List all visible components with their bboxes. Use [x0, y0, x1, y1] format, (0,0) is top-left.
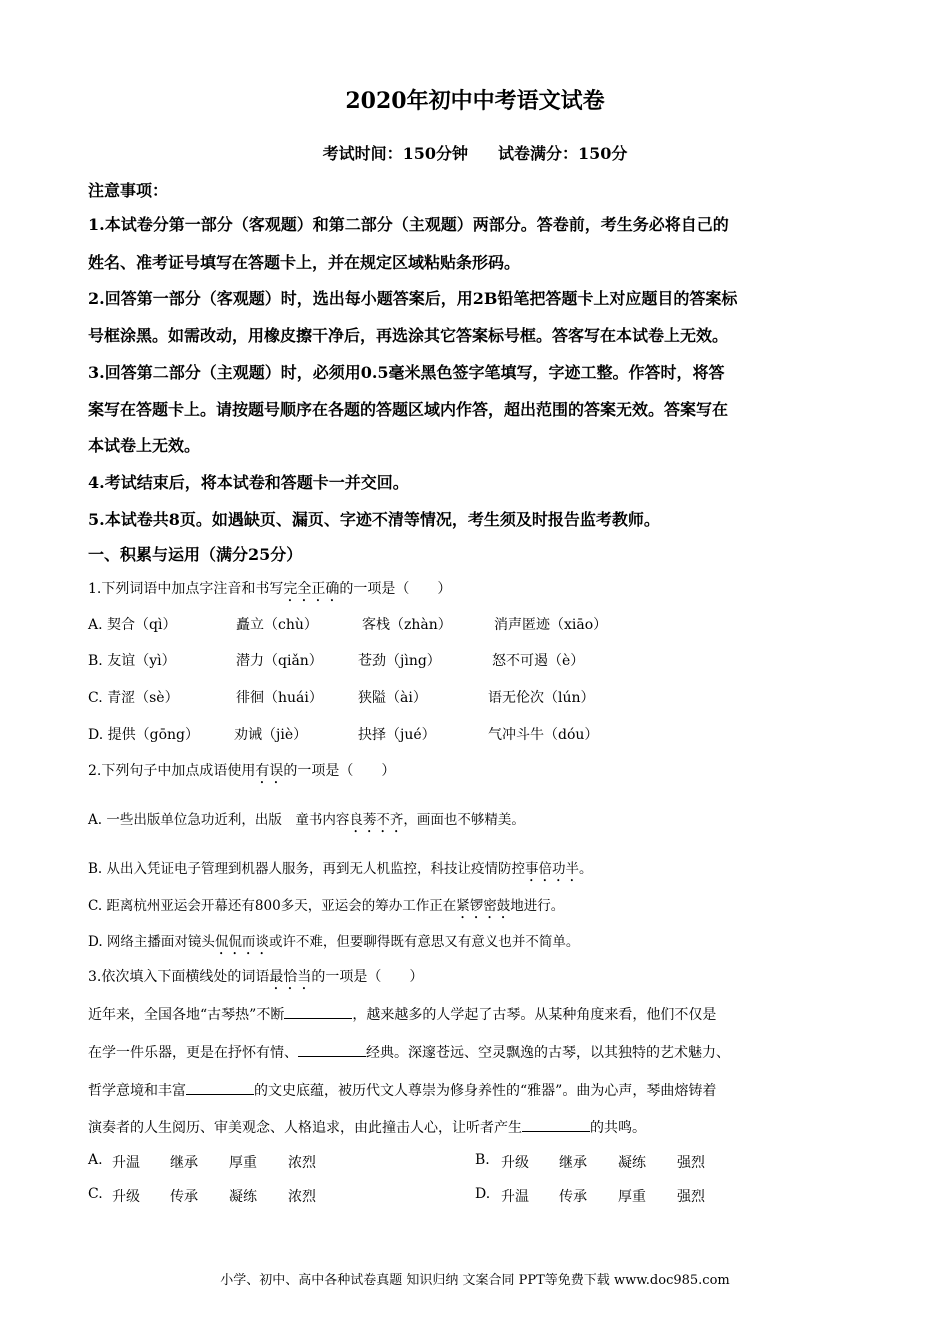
option-label: A.	[88, 1152, 103, 1168]
question-1-row-d	[88, 724, 688, 744]
full-score: 试卷满分：150分	[498, 144, 628, 163]
notice-line: 案写在答题卡上。请按题号顺序在各题的答题区域内作答，超出范围的答案无效。答案写在	[88, 400, 729, 419]
option-text: 气冲斗牛（dóu）	[488, 727, 599, 743]
page-title: 2020年初中中考语文试卷	[345, 88, 605, 114]
option-word: 升温	[112, 1155, 140, 1171]
notice-line: 1.本试卷分第一部分（客观题）和第二部分（主观题）两部分。答卷前，考生务必将自己的	[88, 215, 729, 234]
question-1-row-a	[88, 614, 688, 634]
question-2-stem: 2.下列句子中加点成语使用有误的一项是（ ）	[88, 763, 396, 779]
option-label: C.	[88, 1186, 103, 1202]
option-word: 强烈	[677, 1155, 705, 1171]
notice-line: 2.回答第一部分（客观题）时，选出每小题答案后，用2B铅笔把答题卡上对应题目的答案标	[88, 289, 738, 308]
passage-line: 哲学意境和丰富 的文史底蕴，被历代文人尊崇为修身养性的“雅器”。曲为心声，琴曲熔铸着	[88, 1080, 716, 1100]
option-word: 升级	[112, 1189, 140, 1205]
question-2-option-d: D. 网络主播面对镜头侃侃而谈或许不难，但要聊得既有意思又有意义也并不简单。	[88, 934, 580, 950]
option-text: 客栈（zhàn）	[362, 617, 452, 633]
option-word: 浓烈	[288, 1189, 316, 1205]
question-3-options-row-2	[88, 1186, 788, 1206]
question-1-row-c	[88, 687, 688, 707]
option-text: D. 提供（gōng）	[88, 727, 199, 743]
notice-line: 5.本试卷共8页。如遇缺页、漏页、字迹不清等情况，考生须及时报告监考教师。	[88, 510, 660, 529]
option-text: 劝诫（jiè）	[234, 727, 308, 743]
passage-line: 近年来，全国各地“古琴热”不断 ，越来越多的人学起了古琴。从某种角度来看，他们不仅是	[88, 1004, 716, 1024]
notice-line: 姓名、准考证号填写在答题卡上，并在规定区域粘贴条形码。	[88, 253, 521, 272]
fill-blank	[298, 1042, 366, 1057]
passage-line: 演奏者的人生阅历、审美观念、人格追求，由此撞击人心，让听者产生 的共鸣。	[88, 1117, 646, 1137]
option-word: 继承	[559, 1155, 587, 1171]
question-2-option-b: B. 从出入凭证电子管理到机器人服务，再到无人机监控，科技让疫情防控事倍功半。	[88, 861, 593, 877]
question-1-stem: 1.下列词语中加点字注音和书写完全正确的一项是（ ）	[88, 581, 452, 597]
notice-heading: 注意事项：	[88, 181, 169, 200]
option-text: 矗立（chù）	[236, 617, 318, 633]
fill-blank	[522, 1117, 590, 1132]
option-text: C. 青涩（sè）	[88, 690, 179, 706]
page-footer: 小学、初中、高中各种试卷真题 知识归纳 文案合同 PPT等免费下载 www.doc985.com	[220, 1273, 730, 1288]
question-1-row-b	[88, 650, 688, 670]
option-text: A. 契合（qì）	[88, 617, 177, 633]
option-text: 怒不可遏（è）	[492, 653, 585, 669]
passage-line: 在学一件乐器，更是在抒怀有情、 经典。深邃苍远、空灵飘逸的古琴，以其独特的艺术魅力、	[88, 1042, 730, 1062]
exam-info	[0, 141, 950, 164]
option-word: 浓烈	[288, 1155, 316, 1171]
option-word: 厚重	[229, 1155, 257, 1171]
question-3-options-row-1	[88, 1152, 788, 1172]
option-text: 徘徊（huái）	[236, 690, 323, 706]
option-word: 升温	[501, 1189, 529, 1205]
notice-line: 本试卷上无效。	[88, 436, 201, 455]
option-text: 潜力（qiǎn）	[236, 653, 323, 669]
question-2-option-a: A. 一些出版单位急功近利，出版 童书内容良莠不齐，画面也不够精美。	[88, 812, 525, 828]
section-heading: 一、积累与运用（满分25分）	[88, 545, 303, 564]
option-word: 继承	[170, 1155, 198, 1171]
notice-line: 4.考试结束后，将本试卷和答题卡一并交回。	[88, 473, 409, 492]
option-word: 传承	[559, 1189, 587, 1205]
fill-blank	[284, 1004, 352, 1019]
notice-line: 号框涂黑。如需改动，用橡皮擦干净后，再选涂其它答案标号框。答客写在本试卷上无效。	[88, 326, 729, 345]
option-word: 强烈	[677, 1189, 705, 1205]
option-word: 升级	[501, 1155, 529, 1171]
option-word: 凝练	[229, 1189, 257, 1205]
question-3-stem: 3.依次填入下面横线处的词语最恰当的一项是（ ）	[88, 969, 424, 985]
exam-time: 考试时间：150分钟	[322, 144, 468, 163]
option-text: 消声匿迹（xiāo）	[494, 617, 608, 633]
option-label: D.	[475, 1186, 491, 1202]
question-2-option-c: C. 距离杭州亚运会开幕还有800多天，亚运会的筹办工作正在紧锣密鼓地进行。	[88, 898, 565, 914]
option-label: B.	[475, 1152, 490, 1168]
option-text: 抉择（jué）	[358, 727, 436, 743]
option-text: 狭隘（ài）	[358, 690, 427, 706]
option-word: 厚重	[618, 1189, 646, 1205]
option-text: 语无伦次（lún）	[488, 690, 595, 706]
notice-line: 3.回答第二部分（主观题）时，必须用0.5毫米黑色签字笔填写，字迹工整。作答时，将答	[88, 363, 725, 382]
option-word: 传承	[170, 1189, 198, 1205]
option-text: 苍劲（jìng）	[358, 653, 441, 669]
option-word: 凝练	[618, 1155, 646, 1171]
fill-blank	[186, 1080, 254, 1095]
option-text: B. 友谊（yì）	[88, 653, 176, 669]
